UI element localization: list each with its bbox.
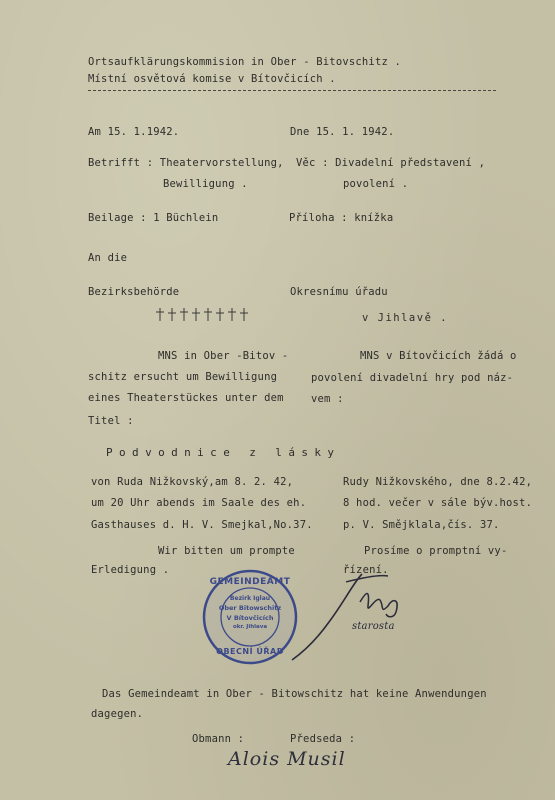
- body-czech-7: p. V. Smějklala,čís. 37.: [343, 519, 500, 531]
- footer-predseda: Předseda :: [290, 733, 356, 745]
- stamp-top-text: GEMEINDEAMT: [209, 577, 291, 587]
- faint-mark: [232, 92, 239, 102]
- stamp-bottom-text: OBECNÍ ÚŘAD: [216, 647, 284, 656]
- body-german-5: von Ruda Nižkovský,am 8. 2. 42,: [91, 476, 294, 488]
- chairman-signature: Alois Musil: [228, 748, 346, 770]
- body-czech-1: MNS v Bítovčicích žádá o: [360, 350, 517, 362]
- body-german-3: eines Theaterstückes unter dem: [88, 392, 284, 404]
- stamp-line-4: okr. Jihlava: [232, 624, 268, 630]
- subject-czech-2: povolení .: [343, 178, 409, 190]
- footer-line-2: dagegen.: [91, 708, 144, 720]
- subject-german-1: Betrifft : Theatervorstellung,: [88, 157, 284, 169]
- closing-czech-2: řízení.: [343, 564, 389, 576]
- closing-german-1: Wir bitten um prompte: [158, 545, 295, 557]
- address-czech-place: v Jihlavě .: [362, 312, 449, 324]
- body-czech-2: povolení divadelní hry pod náz-: [311, 372, 514, 384]
- closing-czech-1: Prosíme o promptní vy-: [364, 545, 508, 557]
- footer-obmann: Obmann :: [192, 733, 245, 745]
- address-czech-authority: Okresnímu úřadu: [290, 286, 388, 298]
- body-german-7: Gasthauses d. H. V. Smejkal,No.37.: [91, 519, 313, 531]
- body-czech-5: Rudy Nižkovského, dne 8.2.42,: [343, 476, 533, 488]
- closing-german-2: Erledigung .: [91, 564, 170, 576]
- body-german-2: schitz ersucht um Bewilligung: [88, 371, 278, 383]
- footer-line-1: Das Gemeindeamt in Ober - Bitowschitz hat keine Anwendungen: [102, 688, 487, 700]
- body-czech-6: 8 hod. večer v sále býv.host.: [343, 497, 533, 509]
- date-german: Am 15. 1.1942.: [88, 126, 180, 138]
- stamp-line-1: Bezirk Iglau: [229, 595, 271, 602]
- play-title: Podvodnice z lásky: [106, 446, 341, 459]
- attachment-german: Beilage : 1 Büchlein: [88, 212, 219, 224]
- body-german-6: um 20 Uhr abends im Saale des eh.: [91, 497, 307, 509]
- date-czech: Dne 15. 1. 1942.: [290, 126, 395, 138]
- struck-out-typing: [156, 304, 256, 324]
- subject-german-2: Bewilligung .: [163, 178, 248, 190]
- header-german: Ortsaufklärungskommision in Ober - Bitovschitz .: [88, 56, 402, 68]
- body-german-4: Titel :: [88, 415, 134, 427]
- stamp-line-3: V Bítovčicích: [226, 614, 274, 622]
- body-czech-3: vem :: [311, 393, 344, 405]
- subject-czech-1: Věc : Divadelní představení ,: [296, 157, 486, 169]
- attachment-czech: Příloha : knížka: [289, 212, 394, 224]
- address-german-authority: Bezirksbehörde: [88, 286, 180, 298]
- body-german-1: MNS in Ober -Bitov -: [158, 350, 289, 362]
- mayor-title-handwritten: starosta: [352, 621, 395, 632]
- address-an-die: An die: [88, 252, 128, 264]
- stamp-line-2: Ober Bitowschitz: [218, 604, 282, 612]
- header-rule: [88, 90, 496, 91]
- mayor-signature: [284, 562, 414, 667]
- header-czech: Místní osvětová komise v Bítovčicích .: [88, 73, 336, 85]
